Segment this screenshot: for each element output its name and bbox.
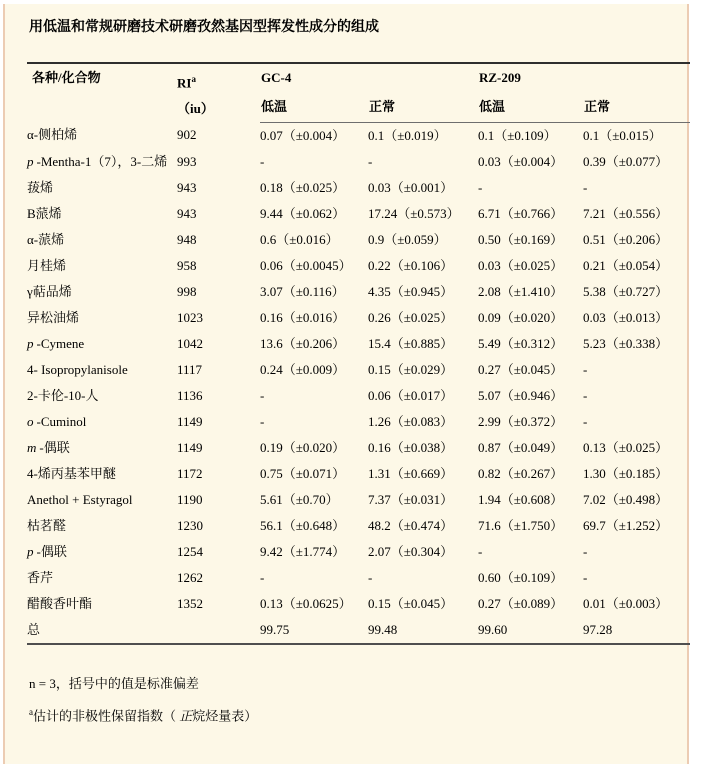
total-value: 99.60 — [478, 621, 508, 637]
compound-name-text: α-侧柏烯 — [27, 127, 78, 143]
value-cell: 0.21（±0.054） — [583, 257, 669, 273]
retention-index-cell: 1254 — [177, 543, 203, 559]
footnote-italic-n: 正 — [179, 708, 193, 724]
compound-name-prefix: p — [27, 335, 34, 351]
table-row — [27, 461, 690, 487]
value-cell: 0.01（±0.003） — [583, 595, 669, 611]
table-row — [27, 227, 690, 253]
total-label: 总 — [27, 621, 41, 637]
value-cell: 5.49（±0.312） — [478, 335, 564, 351]
col-header-gc4-low: 低温 — [260, 93, 368, 122]
value-cell: 7.21（±0.556） — [583, 205, 669, 221]
page-title: 用低温和常规研磨技术研磨孜然基因型挥发性成分的组成 — [29, 20, 379, 35]
compound-name-text: γ萜品烯 — [27, 283, 72, 299]
retention-index-cell: 958 — [177, 257, 197, 273]
value-cell: 1.26（±0.083） — [368, 413, 454, 429]
document-panel — [3, 4, 689, 764]
total-value: 97.28 — [583, 621, 613, 637]
value-cell: - — [260, 387, 265, 403]
compound-name — [27, 357, 177, 383]
total-value: 99.75 — [260, 621, 290, 637]
value-cell: 5.38（±0.727） — [583, 283, 669, 299]
table-row — [27, 305, 690, 331]
col-header-genotype-rz209: RZ-209 — [479, 70, 521, 85]
footnote-superscript: a — [29, 706, 33, 717]
compound-name-text: Anethol + Estyragol — [27, 491, 133, 507]
value-cell: 69.7（±1.252） — [583, 517, 669, 533]
header-row-groups — [27, 63, 690, 93]
compound-name — [27, 591, 177, 617]
value-cell: 0.13（±0.025） — [583, 439, 669, 455]
table-row — [27, 357, 690, 383]
table-row — [27, 513, 690, 539]
total-value: 99.48 — [368, 621, 398, 637]
value-cell: 0.1（±0.015） — [583, 127, 662, 143]
compound-name-text: -Cuminol — [36, 413, 87, 429]
retention-index-cell: 1352 — [177, 595, 203, 611]
footnote-sample-size: n = 3，括号中的值是标准偏差 — [29, 675, 199, 691]
value-cell: 0.22（±0.106） — [368, 257, 454, 273]
compound-name — [27, 122, 177, 149]
value-cell: 48.2（±0.474） — [368, 517, 454, 533]
value-cell: 4.35（±0.945） — [368, 283, 454, 299]
compound-name-text: -Mentha-1（7），3-二烯 — [36, 153, 168, 169]
value-cell: 0.06（±0.0045） — [260, 257, 352, 273]
table-row — [27, 435, 690, 461]
value-cell: 56.1（±0.648） — [260, 517, 346, 533]
compound-name-prefix: o — [27, 413, 34, 429]
retention-index-cell: 1117 — [177, 361, 203, 377]
compound-name-text: 菝烯 — [27, 179, 54, 195]
table-row — [27, 201, 690, 227]
retention-index-cell: 1230 — [177, 517, 203, 533]
value-cell: 13.6（±0.206） — [260, 335, 346, 351]
value-cell: 0.03（±0.001） — [368, 179, 454, 195]
composition-table — [27, 62, 690, 645]
value-cell: - — [583, 387, 588, 403]
retention-index-cell: 943 — [177, 179, 197, 195]
compound-name — [27, 305, 177, 331]
value-cell: 0.60（±0.109） — [478, 569, 564, 585]
value-cell: 0.16（±0.038） — [368, 439, 454, 455]
table-row — [27, 279, 690, 305]
compound-name — [27, 513, 177, 539]
compound-name — [27, 565, 177, 591]
compound-name-text: -Cymene — [36, 335, 85, 351]
value-cell: 17.24（±0.573） — [368, 205, 460, 221]
compound-name-text: 枯茗醛 — [27, 517, 67, 533]
col-header-compound: 各种/化合物 — [32, 70, 101, 85]
value-cell: 15.4（±0.885） — [368, 335, 454, 351]
col-header-rz209-normal: 正常 — [583, 93, 690, 122]
compound-name-text: 2-卡伦-10-人 — [27, 387, 99, 403]
footnote-text: 估计的非极性保留指数（ — [33, 708, 180, 724]
value-cell: 0.6（±0.016） — [260, 231, 339, 247]
value-cell: - — [478, 179, 483, 195]
value-cell: 5.61（±0.70） — [260, 491, 339, 507]
value-cell: 1.30（±0.185） — [583, 465, 669, 481]
retention-index-cell: 1149 — [177, 413, 203, 429]
retention-index-cell: 1190 — [177, 491, 203, 507]
compound-name-text: -偶联 — [39, 439, 70, 455]
ri-superscript: a — [191, 74, 196, 84]
retention-index-cell: 1023 — [177, 309, 203, 325]
value-cell: 0.06（±0.017） — [368, 387, 454, 403]
retention-index-cell: 1172 — [177, 465, 203, 481]
value-cell: 0.26（±0.025） — [368, 309, 454, 325]
value-cell: - — [583, 361, 588, 377]
value-cell: 6.71（±0.766） — [478, 205, 564, 221]
table-row — [27, 149, 690, 175]
compound-name-text: 香芹 — [27, 569, 54, 585]
ri-label-line — [177, 66, 260, 96]
value-cell: 0.9（±0.059） — [368, 231, 447, 247]
retention-index-cell: 943 — [177, 205, 197, 221]
value-cell: 7.02（±0.498） — [583, 491, 669, 507]
table-row — [27, 591, 690, 617]
value-cell: 0.15（±0.045） — [368, 595, 454, 611]
value-cell: - — [583, 543, 588, 559]
compound-name — [27, 383, 177, 409]
table-row — [27, 409, 690, 435]
compound-name-prefix: m — [27, 439, 37, 455]
compound-name-text: 异松油烯 — [27, 309, 80, 325]
col-header-gc4-normal: 正常 — [368, 93, 478, 122]
value-cell: - — [260, 569, 265, 585]
table-row — [27, 383, 690, 409]
value-cell: 5.23（±0.338） — [583, 335, 669, 351]
value-cell: 0.39（±0.077） — [583, 153, 669, 169]
value-cell: 0.82（±0.267） — [478, 465, 564, 481]
value-cell: - — [583, 179, 588, 195]
compound-name — [27, 461, 177, 487]
value-cell: - — [583, 413, 588, 429]
value-cell: 0.07（±0.004） — [260, 127, 346, 143]
value-cell: 5.07（±0.946） — [478, 387, 564, 403]
value-cell: 9.44（±0.062） — [260, 205, 346, 221]
value-cell: 0.03（±0.004） — [478, 153, 564, 169]
value-cell: 0.87（±0.049） — [478, 439, 564, 455]
table-body — [27, 122, 690, 644]
value-cell: 0.15（±0.029） — [368, 361, 454, 377]
retention-index-cell: 1149 — [177, 439, 203, 455]
value-cell: 0.51（±0.206） — [583, 231, 669, 247]
compound-name-text: 月桂烯 — [27, 257, 67, 273]
footnote-retention-index — [29, 698, 687, 730]
value-cell: 2.99（±0.372） — [478, 413, 564, 429]
value-cell: - — [478, 543, 483, 559]
table-row — [27, 175, 690, 201]
total-ri-empty — [177, 617, 260, 644]
compound-name-text: -偶联 — [36, 543, 67, 559]
retention-index-cell: 1136 — [177, 387, 203, 403]
value-cell: 0.03（±0.013） — [583, 309, 669, 325]
compound-name — [27, 487, 177, 513]
footnotes — [29, 669, 687, 730]
value-cell: 0.27（±0.045） — [478, 361, 564, 377]
total-row — [27, 617, 690, 644]
value-cell: - — [583, 569, 588, 585]
compound-name-prefix: p — [27, 543, 34, 559]
compound-name — [27, 435, 177, 461]
value-cell: 0.1（±0.019） — [368, 127, 447, 143]
compound-name-text: 4- Isopropylanisole — [27, 361, 128, 377]
table-header — [27, 63, 690, 122]
retention-index-cell: 993 — [177, 153, 197, 169]
value-cell: 0.18（±0.025） — [260, 179, 346, 195]
value-cell: 0.13（±0.0625） — [260, 595, 352, 611]
value-cell: 71.6（±1.750） — [478, 517, 564, 533]
value-cell: 0.75（±0.071） — [260, 465, 346, 481]
retention-index-cell: 948 — [177, 231, 197, 247]
compound-name — [27, 279, 177, 305]
value-cell: 0.16（±0.016） — [260, 309, 346, 325]
table-row — [27, 122, 690, 149]
retention-index-cell: 1262 — [177, 569, 203, 585]
col-header-rz209-low: 低温 — [478, 93, 583, 122]
value-cell: 1.31（±0.669） — [368, 465, 454, 481]
value-cell: - — [260, 413, 265, 429]
compound-name-text: B蒎烯 — [27, 205, 62, 221]
ri-unit: （iu） — [177, 101, 214, 117]
compound-name — [27, 149, 177, 175]
compound-name — [27, 201, 177, 227]
compound-name-text: 4-烯丙基苯甲醚 — [27, 465, 116, 481]
compound-name-prefix: p — [27, 153, 34, 169]
value-cell: - — [368, 153, 373, 169]
retention-index-cell: 998 — [177, 283, 197, 299]
compound-name-text: 醋酸香叶酯 — [27, 595, 93, 611]
value-cell: 0.09（±0.020） — [478, 309, 564, 325]
value-cell: 0.1（±0.109） — [478, 127, 557, 143]
value-cell: - — [260, 153, 265, 169]
value-cell: 0.03（±0.025） — [478, 257, 564, 273]
value-cell: 0.50（±0.169） — [478, 231, 564, 247]
table-row — [27, 565, 690, 591]
compound-name — [27, 539, 177, 565]
value-cell: - — [368, 569, 373, 585]
value-cell: 2.08（±1.410） — [478, 283, 564, 299]
compound-name-text: α-蒎烯 — [27, 231, 65, 247]
table-row — [27, 539, 690, 565]
compound-name — [27, 253, 177, 279]
value-cell: 3.07（±0.116） — [260, 283, 345, 299]
footnote-text: 烷烃量表） — [192, 708, 258, 724]
value-cell: 0.27（±0.089） — [478, 595, 564, 611]
retention-index-cell: 902 — [177, 127, 197, 143]
table-row — [27, 253, 690, 279]
value-cell: 0.19（±0.020） — [260, 439, 346, 455]
value-cell: 7.37（±0.031） — [368, 491, 454, 507]
compound-name — [27, 409, 177, 435]
compound-name — [27, 227, 177, 253]
value-cell: 9.42（±1.774） — [260, 543, 346, 559]
retention-index-cell: 1042 — [177, 335, 203, 351]
col-header-genotype-gc4: GC-4 — [261, 70, 292, 85]
value-cell: 0.24（±0.009） — [260, 361, 346, 377]
table-row — [27, 487, 690, 513]
value-cell: 2.07（±0.304） — [368, 543, 454, 559]
value-cell: 1.94（±0.608） — [478, 491, 564, 507]
compound-name — [27, 331, 177, 357]
table-row — [27, 331, 690, 357]
col-header-ri — [177, 63, 260, 122]
ri-label: RI — [177, 75, 192, 91]
compound-name — [27, 175, 177, 201]
